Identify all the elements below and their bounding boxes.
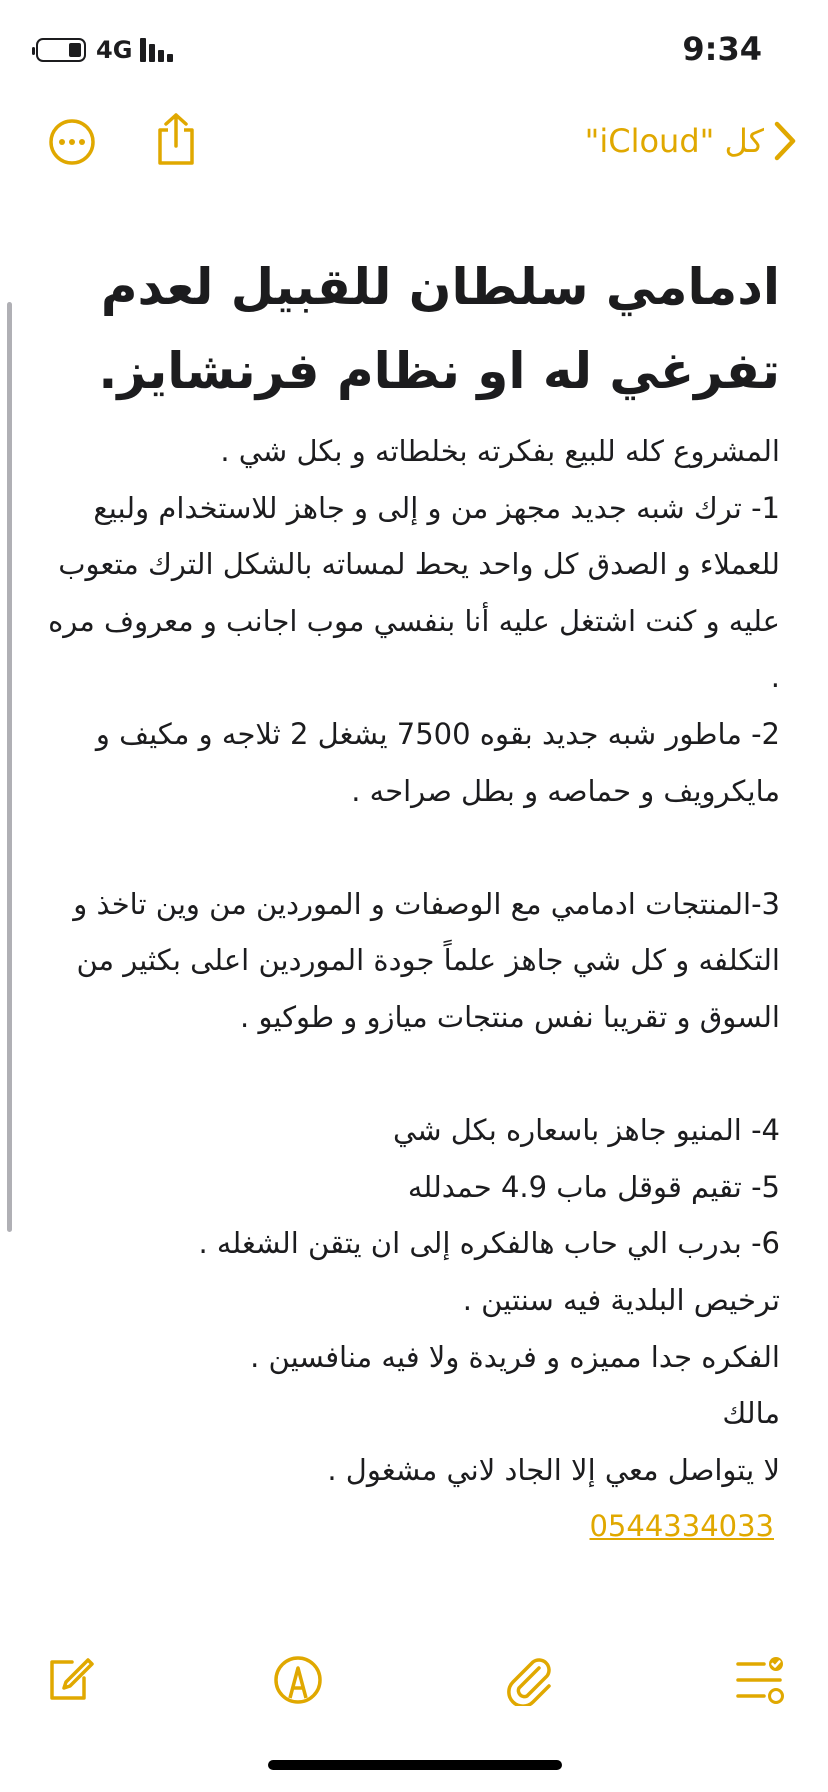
- attachment-icon[interactable]: [503, 1654, 555, 1706]
- note-editor[interactable]: [40, 245, 780, 1555]
- markup-pen-icon[interactable]: [272, 1654, 324, 1706]
- network-type: 4G: [96, 36, 133, 64]
- status-bar: [0, 0, 828, 100]
- note-line: [40, 819, 780, 876]
- phone-line: [40, 1498, 780, 1555]
- bottom-toolbar: [0, 1640, 828, 1720]
- note-line: 4- المنيو جاهز باسعاره بكل شي: [393, 1113, 780, 1148]
- home-indicator[interactable]: [268, 1760, 562, 1770]
- signal-icon: [140, 38, 180, 62]
- note-line: المشروع كله للبيع بفكرته بخلطاته و بكل شي .: [220, 434, 780, 468]
- note-line: الفكره جدا مميزه و فريدة ولا فيه منافسين .: [250, 1339, 780, 1374]
- status-time: 9:34: [682, 30, 762, 68]
- note-line: لا يتواصل معي إلا الجاد لاني مشغول .: [327, 1452, 780, 1487]
- note-line: 3-المنتجات ادمامي مع الوصفات و الموردين من وين تاخذ و التكلفه و كل شي جاهز علماً جودة الموردين اعلى بكثير من السوق و تقريبا نفس منتجات ميازو و طوكيو .: [73, 886, 780, 1034]
- note-title[interactable]: ادمامي سلطان للقبيل لعدم تفرغي له او نظام فرنشايز.: [98, 258, 780, 400]
- back-label: كل "iCloud": [584, 122, 764, 160]
- share-icon[interactable]: [155, 112, 197, 166]
- checklist-icon[interactable]: [734, 1654, 786, 1706]
- note-line: 5- تقيم قوقل ماب 4.9 حمدلله: [407, 1169, 780, 1204]
- ellipsis-circle-icon[interactable]: [48, 118, 96, 166]
- note-line: 6- بدرب الي حاب هالفكره إلى ان يتقن الشغله .: [198, 1226, 780, 1261]
- note-line: 1- ترك شبه جديد مجهز من و إلى و جاهز للاستخدام ولبيع للعملاء و الصدق كل واحد يحط لمساته بالشكل الترك متعوب عليه و كنت اشتغل عليه أنا بنفسي موب اجانب و معروف مره .: [48, 490, 780, 695]
- phone-number-link[interactable]: 0544334033: [589, 1509, 774, 1544]
- note-line: مالك: [722, 1396, 780, 1431]
- scroll-indicator[interactable]: [7, 302, 12, 1232]
- battery-icon: [36, 38, 86, 62]
- chevron-right-icon: [772, 119, 798, 163]
- note-line: 2- ماطور شبه جديد بقوه 7500 يشغل 2 ثلاجه و مكيف و مايكرويف و حماصه و بطل صراحه .: [95, 716, 780, 808]
- note-line: [40, 1046, 780, 1103]
- back-button[interactable]: [585, 116, 798, 166]
- nav-bar: [0, 100, 828, 190]
- note-line: ترخيص البلدية فيه سنتين .: [462, 1282, 780, 1317]
- compose-icon[interactable]: [44, 1654, 96, 1706]
- note-body[interactable]: [40, 423, 780, 1555]
